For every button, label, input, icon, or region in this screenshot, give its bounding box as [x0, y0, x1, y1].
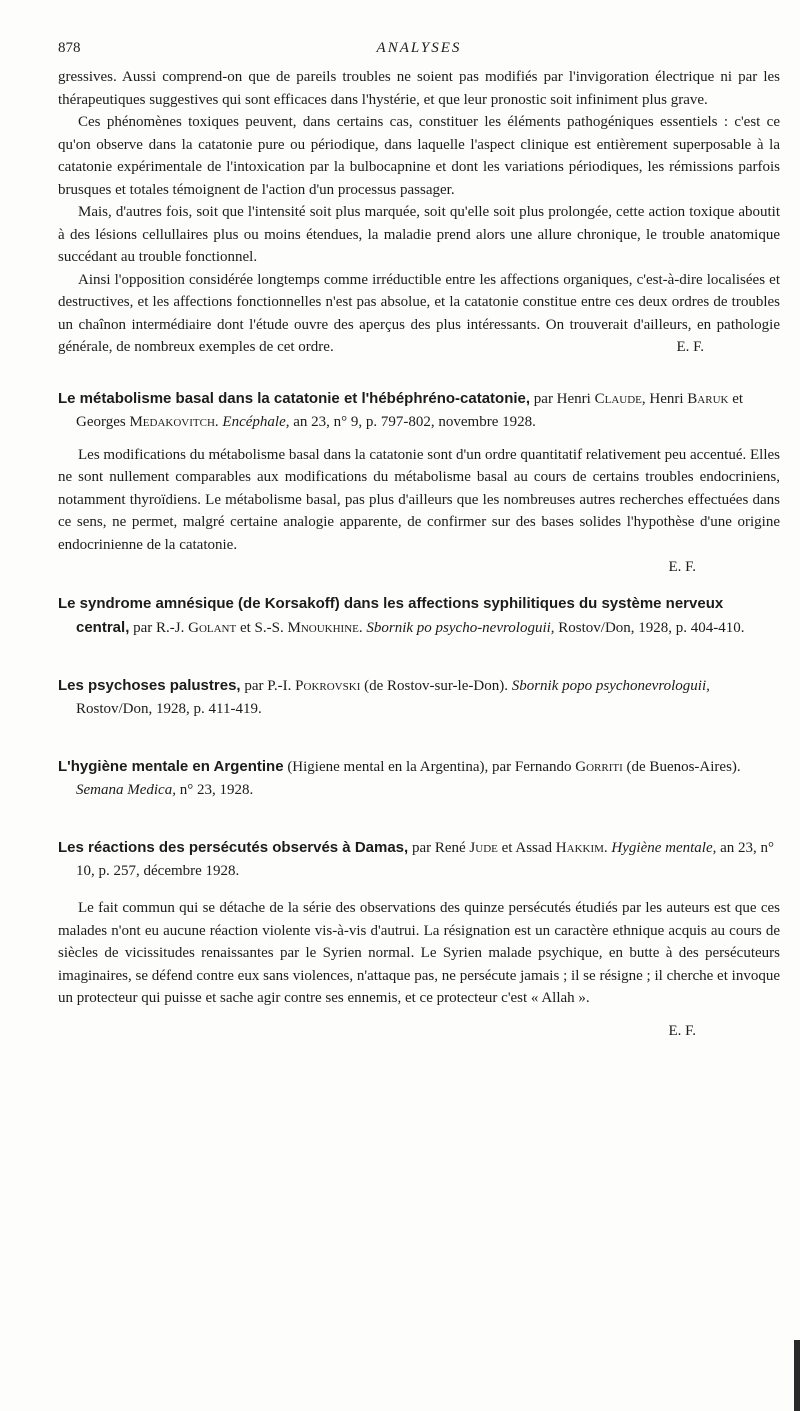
page-number: 878: [58, 40, 81, 56]
entry-3-title: Les psychoses palustres,: [58, 677, 241, 694]
entry-1-and: et Georges: [76, 390, 744, 430]
entry-1-details: an 23, n° 9, p. 797-802, novembre 1928.: [293, 413, 536, 430]
entry-3-by: par P.-I.: [244, 678, 292, 694]
running-title: ANALYSES: [376, 40, 462, 56]
entry-5-heading: [58, 836, 780, 883]
intro-paragraph-2: Ces phénomènes toxiques peuvent, dans certains cas, constituer les éléments pathogéniques essentiels : c'est ce qu'on observe dans la catatonie pure ou périodique, dans laquelle l'aspect clinique est entièrement superposable à la catatonie expérimentale de l'intoxication par la bulbocapnine et dont les variations périodiques, les rémissions parfois brusques et totales témoignent de l'action d'un processus passager.: [58, 114, 780, 198]
entry-2-journal: Sbornik po psycho-nevrologuii,: [366, 620, 555, 636]
intro-paragraph-1: gressives. Aussi comprend-on que de pareils troubles ne soient pas modifiés par l'invigoration électrique ni par les thérapeutiques suggestives qui sont efficaces dans l'hystérie, et que leur pronostic soit infiniment plus grave.: [58, 69, 780, 108]
intro-paragraph-4: [58, 269, 780, 359]
entry-5-details: an 23, n° 10, p. 257, décembre 1928.: [76, 840, 775, 879]
entry-3-details-2: Rostov/Don, 1928, p. 411-419.: [76, 701, 262, 717]
abstract-entry-5: [58, 836, 780, 1042]
entry-4-title: L'hygiène mentale en Argentine: [58, 758, 284, 775]
entry-2-author-1: Golant: [188, 620, 237, 636]
intro-paragraph-4-text: Ainsi l'opposition considérée longtemps comme irréductible entre les affections organiques, c'est-à-dire localisées et destructives, et les affections fonctionnelles n'est pas absolue, et la catatonie constitue entre ces deux ordres de troubles un chaînon intermédiaire dont l'étude ouvre des aperçus des plus intéressants. On trouverait d'ailleurs, en pathologie générale, de nombreux exemples de cet ordre.: [58, 271, 780, 355]
entry-4-journal: Semana Medica,: [76, 782, 176, 798]
entry-5-journal: Hygiène mentale,: [611, 840, 717, 856]
abstract-entry-4: [58, 755, 780, 802]
abstract-entry-1: [58, 387, 780, 579]
entry-1-by: par Henri: [533, 390, 591, 407]
entry-2-details: Rostov/Don, 1928, p. 404-410.: [558, 620, 745, 636]
entry-5-author-2: Hakkim.: [555, 840, 608, 856]
entry-4-details-1: (Higiene mental en la Argentina),: [287, 759, 489, 775]
entry-3-author-1: Pokrovski: [295, 678, 361, 694]
entry-5-author-1: Jude: [469, 840, 498, 856]
entry-2-title: Le syndrome amnésique (de Korsakoff) dans les affections syphilitiques du système nerveux central,: [58, 595, 724, 636]
intro-paragraph-3: Mais, d'autres fois, soit que l'intensité soit plus marquée, soit qu'elle soit plus prolongée, cette action toxique aboutit à des lésions cellullaires plus ou moins étendues, la maladie prend alors une allure chronique, le trouble anatomique succédant au trouble fonctionnel.: [58, 204, 780, 265]
entry-2-by: par R.-J.: [133, 620, 185, 636]
intro-section: [58, 66, 780, 359]
entry-1-first-2: Henri: [649, 390, 684, 407]
entry-4-by: par Fernando: [491, 759, 572, 775]
entry-4-author-1: Gorriti: [575, 759, 623, 775]
entry-1-body: Les modifications du métabolisme basal dans la catatonie sont d'un ordre quantitatif relativement peu accentué. Elles ne sont nullement comparables aux modifications du métabolisme basal au cours de certains troubles endocriniens, notamment thyroïdiens. Le métabolisme basal, pas plus d'ailleurs que les nombreuses autres recherches effectuées dans ce sens, ne permet, malgré certaine analogie apparente, de confirmer sur des bases solides l'hypothèse d'une origine endocrinienne de la catatonie.: [58, 446, 780, 553]
intro-signature: E. F.: [676, 339, 704, 355]
page-header: [58, 36, 780, 66]
entry-5-signature: E. F.: [668, 1022, 696, 1039]
page: [58, 36, 780, 1042]
entry-3-details-1: (de Rostov-sur-le-Don).: [364, 678, 508, 694]
entry-1-author-1: Claude,: [594, 390, 646, 407]
entry-1-author-3: Medakovitch.: [129, 413, 219, 430]
entry-1-signature: E. F.: [668, 559, 696, 575]
entry-2-author-2: Mnoukhine.: [287, 620, 363, 636]
entry-5-title: Les réactions des persécutés observés à Damas,: [58, 839, 409, 856]
entry-4-details-3: n° 23, 1928.: [179, 782, 254, 798]
entry-5-body: Le fait commun qui se détache de la série des observations des quinze persécutés étudiés par les auteurs est que ces malades n'ont eu aucune réaction violente vis-à-vis d'autrui. La résignation est un caractère ethnique acquis au cours de siècles de vicissitudes renaissantes par le Syrien normal. Le Syrien malade psychique, en butte à des persécuteurs imaginaires, se défend contre eux sans violences, n'attaque pas, ne persécute jamais ; il se résigne ; il cherche et invoque un protecteur qui puisse et sache agir contre ses ennemis, et ce protecteur c'est « Allah ».: [58, 900, 780, 1006]
entry-5-by: par René: [411, 840, 466, 856]
entry-1-title: Le métabolisme basal dans la catatonie et l'hébéphréno-catatonie,: [58, 389, 531, 407]
entry-5-and: et Assad: [501, 840, 553, 856]
abstract-entry-2: [58, 592, 780, 640]
entry-2-and: et S.-S.: [239, 620, 284, 636]
entry-3-journal: Sbornik popo psychonevrologuii,: [511, 678, 710, 694]
entry-3-heading: [58, 674, 780, 721]
entry-4-heading: [58, 755, 780, 802]
entry-2-heading: [58, 592, 780, 640]
entry-1-author-2: Baruk: [687, 390, 729, 407]
page-edge-shadow: [794, 1340, 800, 1411]
entry-1-heading: [58, 387, 780, 434]
entry-1-journal: Encéphale,: [222, 413, 290, 430]
abstract-entry-3: [58, 674, 780, 721]
entry-4-details-2: (de Buenos-Aires).: [626, 759, 741, 775]
